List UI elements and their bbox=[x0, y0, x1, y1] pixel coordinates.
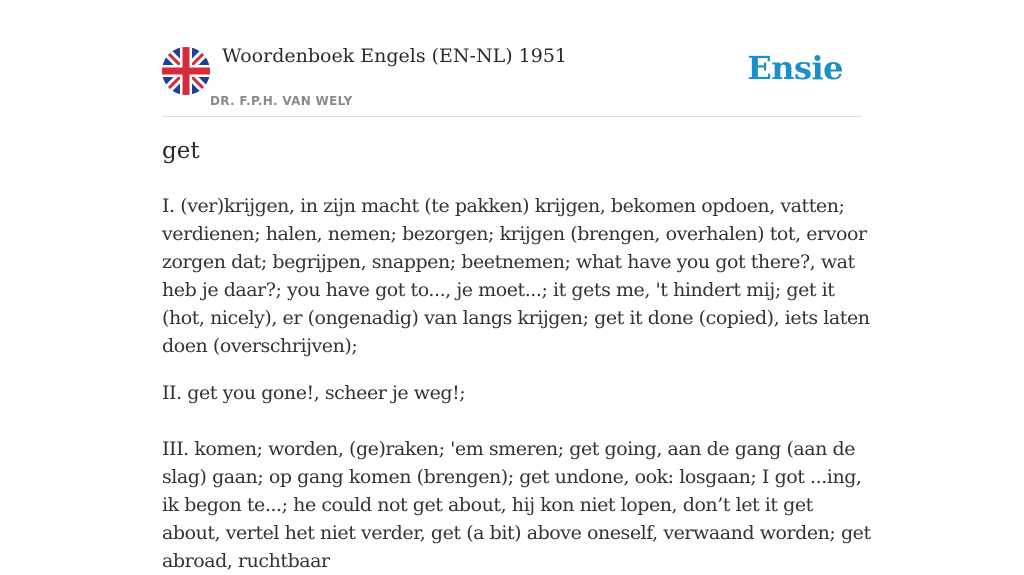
entry-definition bbox=[162, 192, 874, 575]
dictionary-title-link[interactable]: Woordenboek Engels (EN-NL) 1951 bbox=[222, 45, 567, 67]
entry-headword: get bbox=[162, 138, 200, 164]
ensie-logo-link[interactable]: Ensie bbox=[747, 49, 843, 87]
author-name: DR. F.P.H. VAN WELY bbox=[210, 94, 353, 108]
definition-section-1: I. (ver)krijgen, in zijn macht (te pakken) krijgen, bekomen opdoen, vatten; verdienen; halen, nemen; bezorgen; krijgen (brengen, overhalen) tot, ervoor zorgen dat; begrijpen, snappen; beetnemen; what have you got there?, wat heb je daar?; you have got to..., je moet...; it gets me, 't hindert mij; get it (hot, nicely), er (ongenadig) van langs krijgen; get it done (copied), iets laten doen (overschrijven); bbox=[162, 195, 870, 357]
site-header bbox=[162, 0, 862, 117]
uk-flag-icon bbox=[162, 47, 210, 95]
definition-section-3: III. komen; worden, (ge)raken; 'em smeren; get going, aan de gang (aan de slag) gaan; op gang komen (brengen); get undone, ook: losgaan; I got ...ing, ik begon te...; he could not get about, hij kon niet lopen, don’t let it get about, vertel het niet verder, get (a bit) above oneself, verwaand worden; get abroad, ruchtbaar bbox=[162, 438, 871, 572]
definition-section-2: II. get you gone!, scheer je weg!; bbox=[162, 382, 466, 404]
